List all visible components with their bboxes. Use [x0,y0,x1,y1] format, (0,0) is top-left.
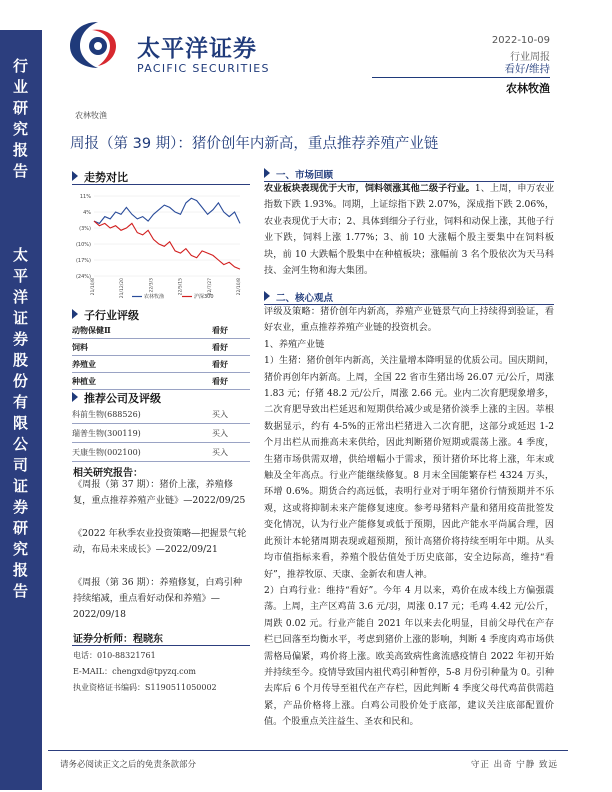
section-2-body [264,304,554,731]
related-report-item: 《周报（第 36 期）：养殖修复，白鸡引种持续缩减，重点看好动保和养殖》—2022/09/18 [73,577,243,620]
chart-x-tick-label: 22/5/15 [178,278,184,296]
stocks-table [72,405,250,462]
chart-x-tick-label: 21/12/20 [120,278,126,299]
chart-legend-label: 沪深300 [194,294,214,300]
subsection-heading: 1、养殖产业链 [264,339,325,350]
related-reports-heading: 相关研究报告： [73,468,143,479]
stocks-heading: 推荐公司及评级 [72,390,161,406]
industry-rating: 看好/维持 [504,63,550,75]
footer-disclaimer: 请务必阅读正文之后的免责条款部分 [60,760,197,770]
chart-x-tick-label: 22/7/27 [207,278,213,296]
sub-industry-table [72,322,250,390]
hog-paragraph: 1）生猪：猪价创年内新高，关注量增本降明显的优质公司。国庆期间，猪价再创年内新高。上周，全国 22 省市生猪出场 26.07 元/公斤，周涨 1.83 元；仔猪 48.2 元/公斤，周涨 2.66 元。业内二次育肥现象增多，二次育肥导致出栏延迟和短期供给减少或是猪价淡季上涨的主因。莘根数据显示，约有 4-5%的正常出栏猪进入二次育肥，这部分或延迟 1-2 个月出栏从而推高未来供给，因此判断猪价短期或震荡上涨。4 季度，生猪市场供需双增，供给增幅小于需求，预计猪价环比将上涨，年末或触及全年高点。行业产能继续修复。8 月末全国能繁存栏 4324 万头，环增 0.6%。期货合约高远低，表明行业对于明年猪价行情预期并不乐观，这或将抑制未来产能修复速度。参考母猪料产量和猪用疫苗批签发变化情况，认为行业产能修复或低于预期，因此产能水平尚属合理，因此预计本轮猪周期表现或超预期，预计高猪价将持续至明年中期。从头均市值指标来看，养殖个股估值处于历史底部，安全边际高，维持“看好”，推荐牧原、天康、金新农和唐人神。 [264,356,554,580]
chart-y-tick-label: (24%) [75,274,91,280]
chart-y-tick-label: (3%) [79,226,91,232]
sub-industry-heading: 子行业评级 [72,307,139,323]
header-divider [372,77,550,78]
stock-name: 科前生物(688526) [72,405,212,424]
sub-industry-name: 动物保健Ⅱ [72,322,212,339]
brand-name-en: PACIFIC SECURITIES [137,62,270,75]
chart-series-line-2 [94,221,240,269]
triangle-bullet-icon [264,168,270,178]
sub-industry-row [72,322,250,339]
report-date: 2022-10-09 [491,35,550,46]
chart-x-tick-label: 22/3/3 [149,278,155,293]
analyst-heading: 证券分析师：程晓东 [73,634,163,645]
related-report-item: 《周报（第 37 期）：猪价上涨，养殖修复，重点推荐养殖产业链》—2022/09/25 [73,479,246,506]
analyst-phone: 电话：010-88321761 [73,651,156,660]
section-1-heading: 一、市场回顾 [264,167,333,181]
sidebar-bottom-label: 太平洋证券股份有限公司证券研究报告 [13,246,29,600]
analyst-divider [72,645,250,646]
chart-y-tick-label: 11% [79,194,91,200]
sidebar-band [0,30,42,790]
chart-y-tick-label: (17%) [75,258,91,264]
chart-y-tick-label: (10%) [75,242,91,248]
stock-name: 瑞普生物(300119) [72,424,212,443]
trend-heading: 走势对比 [72,169,128,185]
section-1-text: 1、上周，申万农业指数下跌 1.93%。同期，上证综指下跌 2.07%，深成指下跌 2.06%，农业表现优于大市；2、具体到细分子行业，饲料和动保上涨，其他子行业下跌，饲料上涨 1.77%；3、前 10 大涨幅个股主要集中在饲料板块，前 10 大跌幅个股集中在种植板块；涨幅前 3 名个股依次为天马科技、金河生物和海大集团。 [264,184,554,277]
strategy-paragraph: 评级及策略：猪价创年内新高，养殖产业链景气向上持续得到验证，看好农业，重点推荐养殖产业链的投资机会。 [264,307,554,334]
report-type: 行业周报 [510,52,550,63]
stock-name: 天康生物(002100) [72,443,212,462]
analyst-email: E-MAIL：chengxd@tpyzq.com [73,667,197,676]
brand-name-cn: 太平洋证券 [137,36,257,62]
analyst-license: 执业资格证书编码：S1190511050002 [73,683,217,692]
sub-industry-rating: 看好 [212,356,250,373]
chart-x-tick-label: 21/10/8 [91,278,96,296]
sub-industry-name: 养殖业 [72,356,212,373]
breadcrumb: 农林牧渔 [75,111,107,120]
pacific-securities-logo [68,20,128,70]
chart-series-line-1 [94,198,240,223]
sub-industry-row [72,339,250,356]
section-1-body [264,181,554,279]
stock-rating: 买入 [212,443,250,462]
footer-divider [48,750,568,751]
sub-industry-rating: 看好 [212,322,250,339]
trend-chart [70,188,250,303]
sub-industry-name: 饲料 [72,339,212,356]
sub-industry-name: 种植业 [72,373,212,390]
section-2-heading: 二、核心观点 [264,290,333,304]
footer-motto: 守正 出奇 宁静 致远 [470,760,558,770]
sub-industry-row [72,373,250,390]
section-1-lead: 农业板块表现优于大市，饲料领涨其他二级子行业。 [264,184,475,194]
stock-row [72,424,250,443]
chart-x-tick-label: 22/10/8 [237,278,242,296]
stock-row [72,405,250,424]
chart-legend-label: 农林牧渔 [144,294,165,300]
sub-industry-rating: 看好 [212,339,250,356]
stock-row [72,443,250,462]
related-report-item: 《2022 年秋季农业投资策略—把握景气轮动，布局未来成长》—2022/09/21 [73,528,247,555]
page-title: 周报（第 39 期）：猪价创年内新高，重点推荐养殖产业链 [70,136,439,152]
industry-tag: 农林牧渔 [506,82,550,95]
sub-industry-rating: 看好 [212,373,250,390]
sidebar-top-label: 行业研究报告 [13,57,29,180]
triangle-bullet-icon [72,171,78,181]
triangle-bullet-icon [72,309,78,319]
stock-rating: 买入 [212,424,250,443]
stock-rating: 买入 [212,405,250,424]
chart-y-tick-label: 4% [83,210,91,216]
trend-divider [72,184,250,185]
triangle-bullet-icon [264,291,270,301]
sub-industry-row [72,356,250,373]
triangle-bullet-icon [72,392,78,402]
broiler-paragraph: 2）白鸡行业：维持“看好”。今年 4 月以来，鸡价在成本线上方偏强震荡。上周，主产区鸡苗 3.6 元/羽，周涨 0.17 元；毛鸡 4.42 元/公斤，周跌 0.02 元。行业产能自 2021 年以来去化明显，目前父母代在产存栏已回落至均衡水平，考虑到猪价上涨的影响，判断 4 季度肉鸡市场供需格局偏紧，鸡价将上涨。欧美高致病性禽流感疫情自 2022 年初开始并持续至今。疫情导致国内祖代鸡引种暂停，5-8 月份引种量为 0。引种去库后 6 个月传导至祖代在产存栏，因此判断 4 季度父母代鸡苗供需趋紧，产品价格将上涨。白鸡公司股价处于底部，建议关注底部配置价值。个股重点关注益生、圣农和民和。 [264,585,554,728]
